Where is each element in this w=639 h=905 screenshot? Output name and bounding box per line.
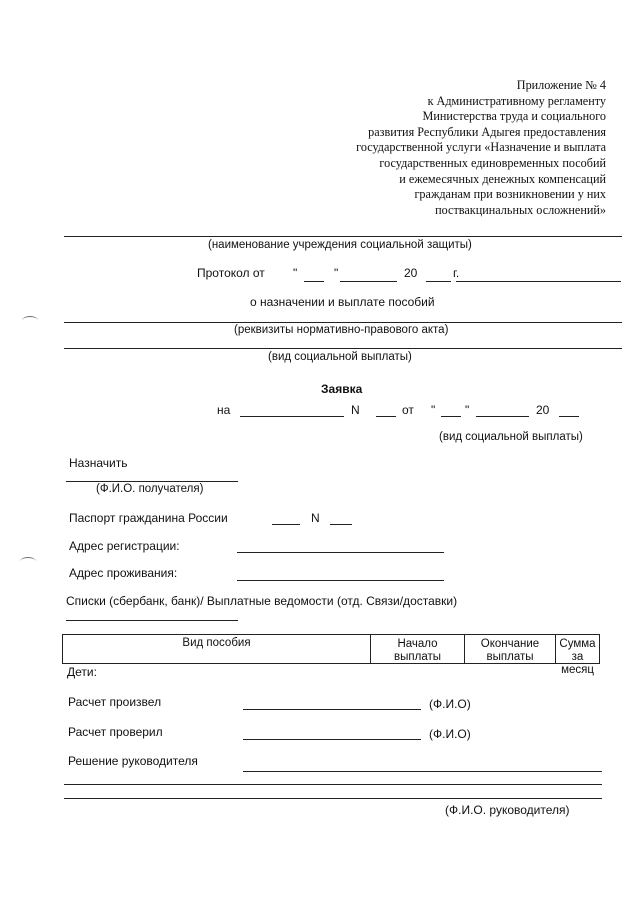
- application-n: N: [351, 403, 360, 417]
- protocol-quote-close: ": [334, 266, 339, 280]
- margin-mark: [22, 316, 38, 325]
- header-line: Приложение № 4: [516, 78, 606, 92]
- passport-series-field[interactable]: [272, 524, 300, 525]
- application-year-field[interactable]: [559, 416, 579, 417]
- col-monthly-sum: Сумма за месяц: [559, 638, 596, 676]
- calc-checked-field[interactable]: [243, 739, 421, 740]
- application-for-field[interactable]: [240, 416, 344, 417]
- protocol-month-field[interactable]: [340, 281, 397, 282]
- calc-checked-label: Расчет проверил: [68, 725, 163, 739]
- col-start: Начало выплаты: [371, 635, 465, 663]
- protocol-year-field[interactable]: [426, 281, 451, 282]
- head-caption: (Ф.И.О. руководителя): [445, 803, 570, 817]
- application-month-field[interactable]: [476, 416, 529, 417]
- application-na: на: [217, 403, 231, 417]
- lists-label: Списки (сбербанк, банк)/ Выплатные ведомости (отд. Связи/доставки): [66, 594, 458, 608]
- header-line: государственной услуги «Назначение и выплата: [356, 140, 606, 155]
- residence-address-field[interactable]: [237, 580, 444, 581]
- application-year-prefix: 20: [536, 403, 550, 417]
- decision-label: Решение руководителя: [68, 754, 198, 768]
- application-quote-close: ": [465, 403, 470, 417]
- registration-address-label: Адрес регистрации:: [69, 539, 180, 553]
- decision-line-3[interactable]: [64, 798, 602, 799]
- application-caption: (вид социальной выплаты): [439, 431, 583, 443]
- application-ot: от: [402, 403, 414, 417]
- decision-field[interactable]: [243, 771, 602, 772]
- recipient-caption: (Ф.И.О. получателя): [96, 483, 204, 495]
- header-line: развития Республики Адыгея предоставления: [368, 124, 606, 139]
- protocol-label: Протокол от: [197, 266, 265, 280]
- application-quote-open: ": [431, 403, 436, 417]
- application-number-field[interactable]: [376, 416, 396, 417]
- payment-type-caption: (вид социальной выплаты): [268, 351, 412, 363]
- application-title: Заявка: [321, 382, 363, 396]
- recipient-name-field[interactable]: [66, 481, 238, 482]
- appendix-header: [356, 78, 606, 218]
- col-benefit-type: Вид пособия: [63, 635, 371, 663]
- header-line: поствакцинальных осложнений»: [435, 202, 606, 217]
- protocol-day-field[interactable]: [304, 281, 324, 282]
- margin-mark: [20, 557, 36, 566]
- protocol-number-field[interactable]: [456, 281, 621, 282]
- calc-made-fio: (Ф.И.О): [429, 697, 471, 711]
- registration-address-field[interactable]: [237, 552, 444, 553]
- col-end: Окончание выплаты: [465, 635, 556, 663]
- payment-type-line[interactable]: [64, 348, 622, 349]
- lists-field[interactable]: [66, 620, 238, 621]
- institution-caption: (наименование учреждения социальной защиты): [208, 239, 472, 251]
- passport-label: Паспорт гражданина России: [69, 511, 228, 525]
- passport-n: N: [311, 511, 320, 525]
- calc-made-label: Расчет произвел: [68, 695, 162, 709]
- header-line: гражданам при возникновении у них: [414, 187, 606, 202]
- protocol-subject: о назначении и выплате пособий: [250, 295, 435, 309]
- assign-label: Назначить: [69, 456, 128, 470]
- header-line: Министерства труда и социального: [422, 109, 606, 124]
- passport-number-field[interactable]: [330, 524, 352, 525]
- calc-made-field[interactable]: [243, 709, 421, 710]
- institution-line[interactable]: [64, 236, 622, 237]
- header-line: к Административному регламенту: [427, 93, 606, 108]
- act-line[interactable]: [64, 322, 622, 323]
- protocol-year-prefix: 20: [404, 266, 418, 280]
- residence-address-label: Адрес проживания:: [69, 566, 178, 580]
- header-line: и ежемесячных денежных компенсаций: [399, 171, 606, 186]
- children-label: Дети:: [67, 665, 97, 679]
- decision-line-2[interactable]: [64, 784, 602, 785]
- protocol-year-suffix: г.: [453, 266, 460, 280]
- act-caption: (реквизиты нормативно-правового акта): [234, 324, 449, 336]
- protocol-quote-open: ": [293, 266, 298, 280]
- calc-checked-fio: (Ф.И.О): [429, 727, 471, 741]
- header-line: государственных единовременных пособий: [379, 155, 606, 170]
- application-day-field[interactable]: [441, 416, 461, 417]
